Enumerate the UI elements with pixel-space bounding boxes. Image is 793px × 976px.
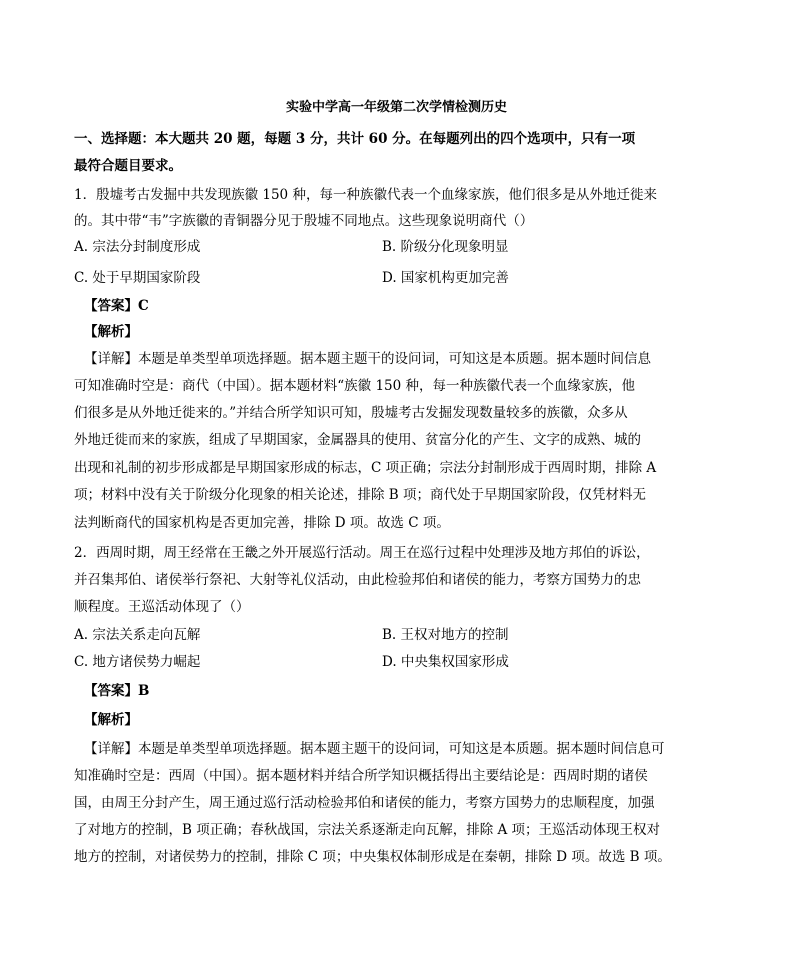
q1-detail-line-2: 可知准确时空是：商代（中国）。据本题材料“族徽 150 种，每一种族徽代表一个血缘家族，他 <box>74 378 636 394</box>
q2-option-b: B. 王权对地方的控制 <box>382 627 509 643</box>
q2-detail-line-3: 国，由周王分封产生，周王通过巡行活动检验邦伯和诸侯的能力，考察方国势力的忠顺程度，加强 <box>74 795 655 811</box>
q1-detail-line-7: 法判断商代的国家机构是否更加完善，排除 D 项。故选 C 项。 <box>74 515 450 531</box>
q1-option-a: A. 宗法分封制度形成 <box>74 239 201 255</box>
q1-stem-line-1: 1．殷墟考古发掘中共发现族徽 150 种，每一种族徽代表一个血缘家族，他们很多是从外地迁徙来 <box>74 187 657 203</box>
q1-detail-line-4: 外地迁徙而来的家族，组成了早期国家，金属器具的使用、贫富分化的产生、文字的成熟、城的 <box>74 432 641 448</box>
q1-analysis-label: 【解析】 <box>84 324 138 340</box>
q1-detail-line-6: 项；材料中没有关于阶级分化现象的相关论述，排除 B 项；商代处于早期国家阶段，仅凭材料无 <box>74 487 647 503</box>
q1-option-d: D. 国家机构更加完善 <box>382 270 509 286</box>
q2-answer: 【答案】B <box>84 683 150 699</box>
q1-detail-line-1: 【详解】本题是单类型单项选择题。据本题主题干的设问词，可知这是本质题。据本题时间信息 <box>84 351 651 367</box>
section-heading-line-1: 一、选择题：本大题共 20 题，每题 3 分，共计 60 分。在每题列出的四个选项中，只有一项 <box>74 131 636 147</box>
q2-detail-line-5: 地方的控制，对诸侯势力的控制，排除 C 项；中央集权体制形成是在秦朝，排除 D 项。故选 B 项。 <box>74 849 671 865</box>
document-title: 实验中学高一年级第二次学情检测历史 <box>285 100 507 115</box>
q2-detail-line-1: 【详解】本题是单类型单项选择题。据本题主题干的设问词，可知这是本质题。据本题时间信息可 <box>84 741 665 757</box>
q1-option-c: C. 处于早期国家阶段 <box>74 270 201 286</box>
q2-detail-line-2: 知准确时空是：西周（中国）。据本题材料并结合所学知识概括得出主要结论是：西周时期的诸侯 <box>74 768 648 784</box>
q2-stem-line-2: 并召集邦伯、诸侯举行祭祀、大射等礼仪活动，由此检验邦伯和诸侯的能力，考察方国势力的忠 <box>74 572 641 588</box>
q2-stem-line-3: 顺程度。王巡活动体现了（） <box>74 599 250 615</box>
q1-detail-line-5: 出现和礼制的初步形成都是早期国家形成的标志，C 项正确；宗法分封制形成于西周时期，排除 A <box>74 460 657 476</box>
section-heading-line-2: 最符合题目要求。 <box>74 158 182 174</box>
q1-answer: 【答案】C <box>84 298 149 314</box>
q1-detail-line-3: 们很多是从外地迁徙来的。”并结合所学知识可知，殷墟考古发掘发现数量较多的族徽，众多从 <box>74 405 628 421</box>
q2-analysis-label: 【解析】 <box>84 712 138 728</box>
q2-detail-line-4: 了对地方的控制，B 项正确；春秋战国，宗法关系逐渐走向瓦解，排除 A 项；王巡活动体现王权对 <box>74 822 661 838</box>
q2-option-d: D. 中央集权国家形成 <box>382 654 509 670</box>
q1-stem-line-2: 的。其中带“韦”字族徽的青铜器分见于殷墟不同地点。这些现象说明商代（） <box>74 213 534 229</box>
q2-option-a: A. 宗法关系走向瓦解 <box>74 627 201 643</box>
q1-option-b: B. 阶级分化现象明显 <box>382 239 509 255</box>
q2-stem-line-1: 2．西周时期，周王经常在王畿之外开展巡行活动。周王在巡行过程中处理涉及地方邦伯的诉讼， <box>74 545 650 561</box>
q2-option-c: C. 地方诸侯势力崛起 <box>74 654 201 670</box>
